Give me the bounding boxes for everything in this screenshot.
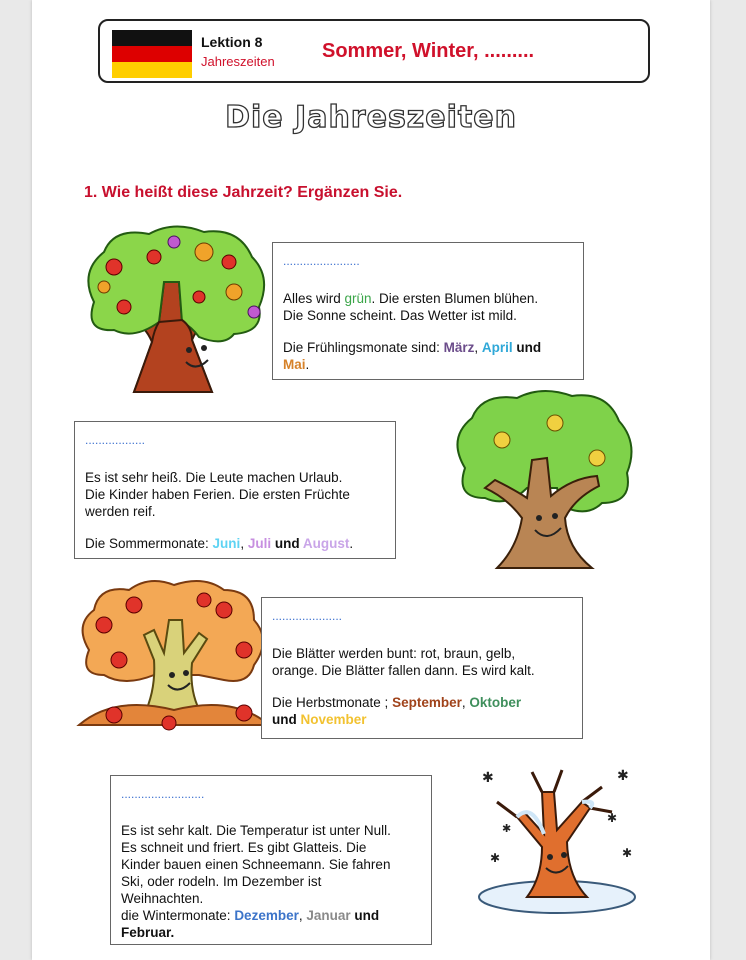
autumn-box <box>261 597 583 739</box>
summer-tree-icon <box>447 388 637 570</box>
spring-line-1: Alles wird grün. Die ersten Blumen blühen. <box>283 291 539 306</box>
summer-line-1: Es ist sehr heiß. Die Leute machen Urlaub. <box>85 470 343 485</box>
winter-line-5: Weihnachten. <box>121 891 204 906</box>
page-title: Die Jahreszeiten <box>225 100 517 135</box>
winter-months: die Wintermonate: Dezember, Januar und Februar. <box>121 908 380 940</box>
autumn-line-1: Die Blätter werden bunt: rot, braun, gelb, <box>272 646 516 661</box>
autumn-tree-icon <box>74 575 274 735</box>
summer-line-3: werden reif. <box>85 504 156 519</box>
winter-tree-icon <box>472 762 642 922</box>
svg-text:✱: ✱ <box>607 811 618 825</box>
svg-text:✱: ✱ <box>482 770 494 786</box>
svg-text:✱: ✱ <box>490 851 501 865</box>
spring-line-2: Die Sonne scheint. Das Wetter ist mild. <box>283 308 517 323</box>
task-title: 1. Wie heißt diese Jahrzeit? Ergänzen Sie. <box>84 184 403 201</box>
worksheet-page <box>32 0 710 960</box>
lesson-header <box>98 19 650 83</box>
svg-text:✱: ✱ <box>622 846 633 860</box>
svg-text:✱: ✱ <box>502 822 512 835</box>
autumn-months: Die Herbstmonate ; September, Oktober und November <box>272 695 522 727</box>
lesson-title: Sommer, Winter, ......... <box>322 40 535 62</box>
answer-blank[interactable]: .................. <box>85 433 146 447</box>
winter-line-3: Kinder bauen einen Schneemann. Sie fahren <box>121 857 391 872</box>
lesson-topic: Jahreszeiten <box>201 54 275 69</box>
answer-blank[interactable]: ....................... <box>283 254 360 268</box>
summer-box <box>74 421 396 559</box>
summer-line-2: Die Kinder haben Ferien. Die ersten Früchte <box>85 487 350 502</box>
autumn-line-2: orange. Die Blätter fallen dann. Es wird kalt. <box>272 663 535 678</box>
german-flag-icon <box>112 30 192 78</box>
winter-box <box>110 775 432 945</box>
spring-box <box>272 242 584 380</box>
winter-line-1: Es ist sehr kalt. Die Temperatur ist unter Null. <box>121 823 391 838</box>
answer-blank[interactable]: ..................... <box>272 609 343 623</box>
winter-line-2: Es schneit und friert. Es gibt Glatteis. Die <box>121 840 367 855</box>
spring-months: Die Frühlingsmonate sind: März, April und Mai. <box>283 340 542 372</box>
winter-line-4: Ski, oder rodeln. Im Dezember ist <box>121 874 322 889</box>
spring-tree-icon <box>74 222 274 394</box>
answer-blank[interactable]: ......................... <box>121 787 205 801</box>
lesson-number: Lektion 8 <box>201 34 263 50</box>
summer-months: Die Sommermonate: Juni, Juli und August. <box>85 536 354 551</box>
svg-text:✱: ✱ <box>617 768 629 784</box>
